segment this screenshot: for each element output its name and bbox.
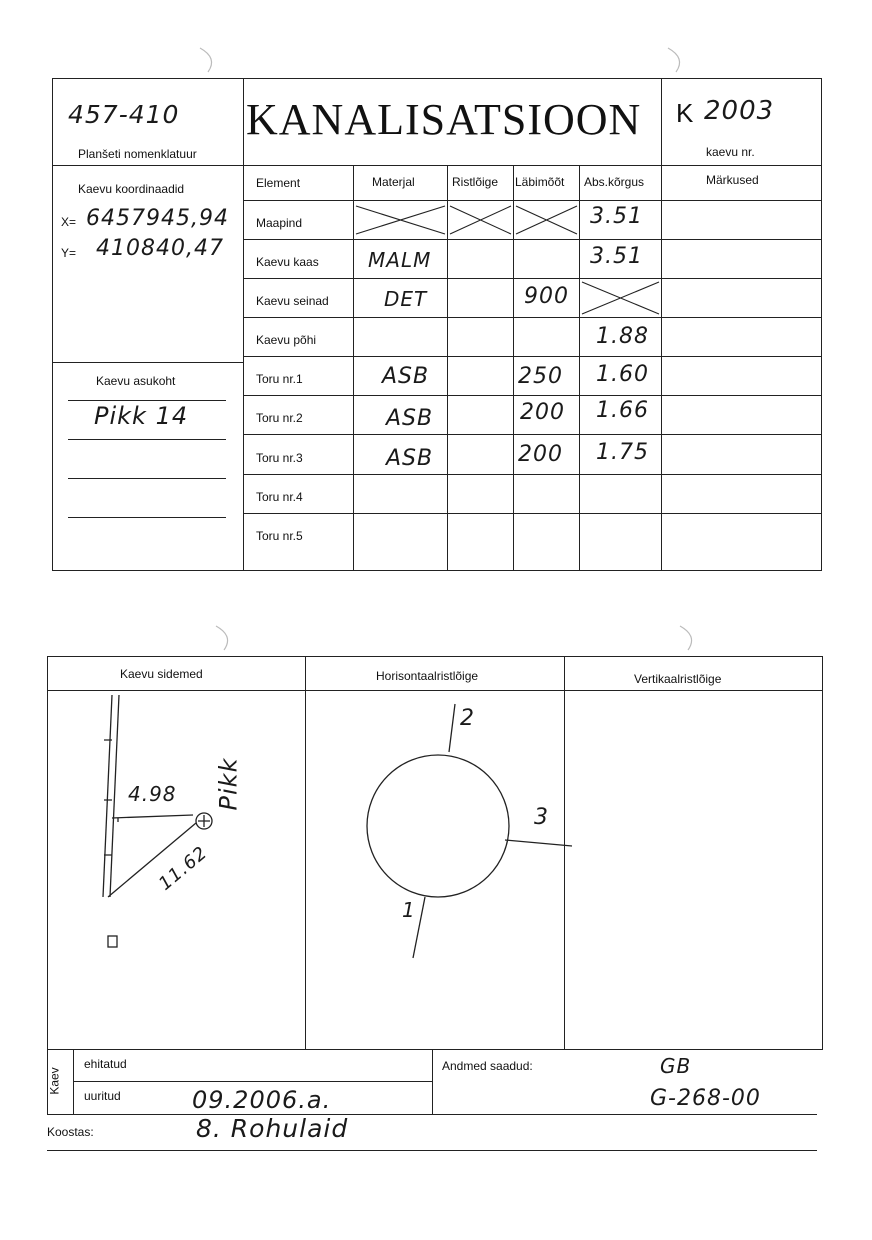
street-label: Pikk <box>214 757 243 811</box>
horizontal-section-header: Horisontaalristlõige <box>376 669 479 683</box>
well-prefix: K <box>676 98 694 128</box>
abs-height-value: 1.60 <box>596 362 649 387</box>
abs-height-value: 3.51 <box>590 244 643 269</box>
abs-height-value: 1.88 <box>596 324 649 349</box>
diameter-value: 200 <box>518 442 563 467</box>
row-element: Maapind <box>256 216 303 230</box>
surveyed-value: 09.2006.a. <box>192 1086 332 1114</box>
row-element: Toru nr.1 <box>256 372 303 386</box>
abs-height-value: 3.51 <box>590 204 643 229</box>
x-coordinate: 6457945,94 <box>86 206 229 231</box>
source-value-2: G-268-00 <box>650 1086 761 1111</box>
header-abs-height: Abs.kõrgus <box>584 175 645 189</box>
row-element: Toru nr.2 <box>256 411 303 425</box>
x-prefix: X= <box>61 215 77 229</box>
distance-a: 4.98 <box>128 782 177 806</box>
row-element: Kaevu seinad <box>256 294 329 308</box>
abs-height-value: 1.66 <box>596 398 649 423</box>
row-element: Kaevu põhi <box>256 333 317 347</box>
header-material: Materjal <box>372 175 415 189</box>
y-prefix: Y= <box>61 246 77 260</box>
source-value-1: GB <box>660 1054 692 1078</box>
page-title: KANALISATSIOON <box>246 95 642 144</box>
nomenclature-value: 457-410 <box>68 100 180 129</box>
diameter-value: 900 <box>524 284 569 309</box>
y-coordinate: 410840,47 <box>96 236 224 261</box>
pipe-2-label: 2 <box>460 706 475 731</box>
well-number: 2003 <box>704 96 775 126</box>
nomenclature-label: Planšeti nomenklatuur <box>78 147 197 161</box>
vertical-section-header: Vertikaalristlõige <box>634 672 722 686</box>
header-diameter: Läbimõõt <box>515 175 565 189</box>
material-value: ASB <box>382 364 430 389</box>
well-side-label: Kaev <box>47 1067 62 1095</box>
material-value: ASB <box>386 406 434 431</box>
header-cross-section: Ristlõige <box>452 175 499 189</box>
abs-height-value: 1.75 <box>596 440 649 465</box>
header-element: Element <box>256 176 301 190</box>
material-value: MALM <box>368 248 432 272</box>
location-value: Pikk 14 <box>94 402 189 430</box>
surveyed-label: uuritud <box>84 1089 121 1103</box>
material-value: DET <box>384 287 428 311</box>
pipe-3-label: 3 <box>534 805 549 830</box>
compiled-value: 8. Rohulaid <box>196 1114 349 1143</box>
row-element: Kaevu kaas <box>256 255 319 269</box>
compiled-label: Koostas: <box>47 1125 94 1139</box>
header-notes: Märkused <box>706 173 759 187</box>
connections-header: Kaevu sidemed <box>120 667 203 681</box>
distance-b: 11.62 <box>154 842 212 895</box>
location-label: Kaevu asukoht <box>96 374 176 388</box>
source-label: Andmed saadud: <box>442 1059 533 1073</box>
well-label: kaevu nr. <box>706 145 755 159</box>
coordinates-label: Kaevu koordinaadid <box>78 182 185 196</box>
pipe-1-label: 1 <box>402 898 416 922</box>
diameter-value: 200 <box>520 400 565 425</box>
row-element: Toru nr.4 <box>256 490 303 504</box>
row-element: Toru nr.3 <box>256 451 303 465</box>
material-value: ASB <box>386 446 434 471</box>
built-label: ehitatud <box>84 1057 127 1071</box>
row-element: Toru nr.5 <box>256 529 303 543</box>
diameter-value: 250 <box>518 364 563 389</box>
